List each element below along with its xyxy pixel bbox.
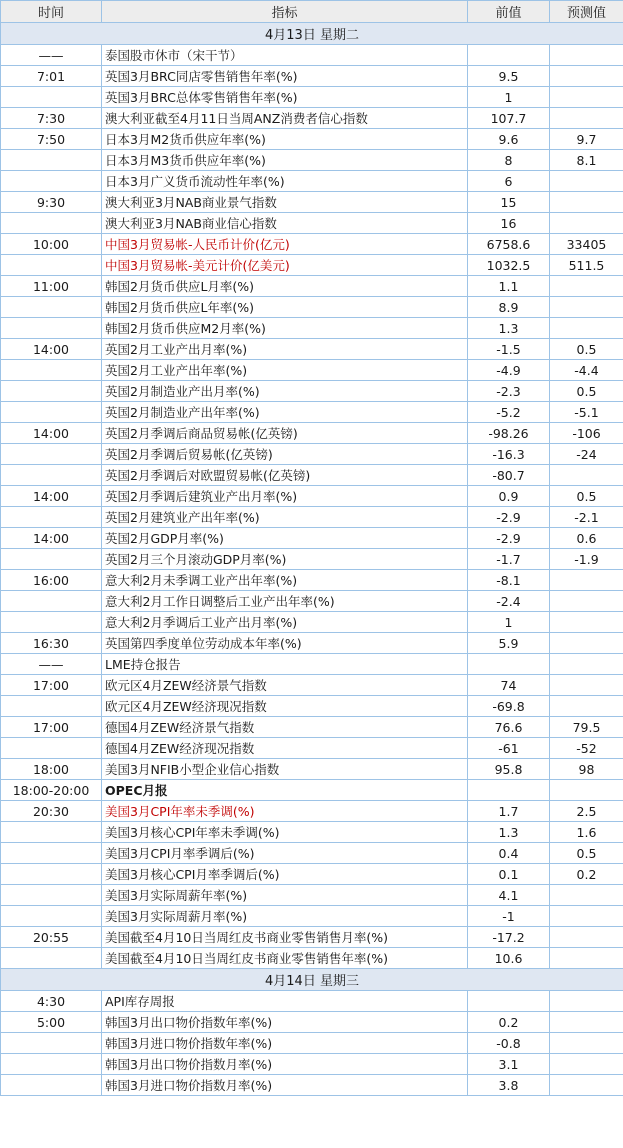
table-row <box>1 570 623 591</box>
table-row <box>1 150 623 171</box>
cell-indicator: 美国截至4月10日当周红皮书商业零售销售月率(%) <box>102 927 468 948</box>
cell-previous: 4.1 <box>468 885 550 906</box>
cell-indicator: 澳大利亚3月NAB商业景气指数 <box>102 192 468 213</box>
cell-time: 7:30 <box>1 108 102 129</box>
cell-previous: -2.9 <box>468 507 550 528</box>
cell-time <box>1 402 102 423</box>
table-row <box>1 297 623 318</box>
cell-time <box>1 906 102 927</box>
cell-time: 20:30 <box>1 801 102 822</box>
cell-forecast <box>550 654 623 675</box>
cell-previous: 0.1 <box>468 864 550 885</box>
cell-previous: -2.4 <box>468 591 550 612</box>
cell-indicator: 意大利2月未季调工业产出年率(%) <box>102 570 468 591</box>
day-header-row <box>1 23 623 45</box>
cell-time <box>1 696 102 717</box>
cell-forecast <box>550 276 623 297</box>
cell-indicator: 英国2月季调后建筑业产出月率(%) <box>102 486 468 507</box>
cell-indicator: 英国2月三个月滚动GDP月率(%) <box>102 549 468 570</box>
header-previous: 前值 <box>468 1 550 23</box>
cell-forecast <box>550 675 623 696</box>
header-indicator: 指标 <box>102 1 468 23</box>
cell-time <box>1 864 102 885</box>
cell-indicator: 日本3月广义货币流动性年率(%) <box>102 171 468 192</box>
cell-indicator: OPEC月报 <box>102 780 468 801</box>
cell-time <box>1 1033 102 1054</box>
cell-time <box>1 885 102 906</box>
cell-forecast <box>550 696 623 717</box>
cell-forecast <box>550 318 623 339</box>
cell-time <box>1 171 102 192</box>
cell-forecast <box>550 87 623 108</box>
cell-previous: 6758.6 <box>468 234 550 255</box>
cell-indicator: 韩国3月出口物价指数月率(%) <box>102 1054 468 1075</box>
cell-indicator: 英国2月工业产出月率(%) <box>102 339 468 360</box>
cell-forecast: 0.6 <box>550 528 623 549</box>
cell-time <box>1 444 102 465</box>
cell-time: 10:00 <box>1 234 102 255</box>
cell-previous: 0.2 <box>468 1012 550 1033</box>
cell-forecast <box>550 1054 623 1075</box>
cell-forecast: 0.2 <box>550 864 623 885</box>
cell-forecast: 79.5 <box>550 717 623 738</box>
table-row <box>1 948 623 969</box>
cell-forecast: 1.6 <box>550 822 623 843</box>
cell-time: 20:55 <box>1 927 102 948</box>
cell-indicator: 英国3月BRC同店零售销售年率(%) <box>102 66 468 87</box>
cell-previous: -8.1 <box>468 570 550 591</box>
cell-forecast <box>550 885 623 906</box>
cell-time: 4:30 <box>1 991 102 1012</box>
table-row <box>1 591 623 612</box>
table-row <box>1 633 623 654</box>
cell-previous: -80.7 <box>468 465 550 486</box>
cell-indicator: 韩国3月出口物价指数年率(%) <box>102 1012 468 1033</box>
cell-forecast <box>550 192 623 213</box>
cell-indicator: 韩国2月货币供应L月率(%) <box>102 276 468 297</box>
cell-indicator: 意大利2月工作日调整后工业产出年率(%) <box>102 591 468 612</box>
table-row <box>1 444 623 465</box>
cell-indicator: 韩国2月货币供应L年率(%) <box>102 297 468 318</box>
cell-indicator: 德国4月ZEW经济景气指数 <box>102 717 468 738</box>
cell-time <box>1 738 102 759</box>
day-header-row <box>1 969 623 991</box>
cell-indicator: LME持仓报告 <box>102 654 468 675</box>
cell-indicator: 澳大利亚3月NAB商业信心指数 <box>102 213 468 234</box>
table-row <box>1 885 623 906</box>
cell-indicator: 英国2月制造业产出月率(%) <box>102 381 468 402</box>
cell-time: 14:00 <box>1 486 102 507</box>
cell-time: —— <box>1 654 102 675</box>
cell-forecast: 0.5 <box>550 381 623 402</box>
cell-previous: 1032.5 <box>468 255 550 276</box>
cell-time: —— <box>1 45 102 66</box>
table-row <box>1 780 623 801</box>
cell-time <box>1 612 102 633</box>
cell-forecast <box>550 906 623 927</box>
table-row <box>1 192 623 213</box>
cell-forecast <box>550 213 623 234</box>
cell-forecast: -24 <box>550 444 623 465</box>
cell-previous: -69.8 <box>468 696 550 717</box>
cell-previous <box>468 991 550 1012</box>
table-row <box>1 759 623 780</box>
cell-previous: 8.9 <box>468 297 550 318</box>
cell-indicator: 意大利2月季调后工业产出月率(%) <box>102 612 468 633</box>
cell-previous: -1.5 <box>468 339 550 360</box>
cell-previous: 5.9 <box>468 633 550 654</box>
table-row <box>1 87 623 108</box>
cell-indicator: 欧元区4月ZEW经济现况指数 <box>102 696 468 717</box>
cell-time: 17:00 <box>1 717 102 738</box>
cell-previous: 1.1 <box>468 276 550 297</box>
cell-forecast <box>550 108 623 129</box>
cell-previous: -4.9 <box>468 360 550 381</box>
cell-time: 18:00-20:00 <box>1 780 102 801</box>
header-row <box>1 1 623 23</box>
table-row <box>1 465 623 486</box>
cell-forecast: 0.5 <box>550 486 623 507</box>
cell-forecast <box>550 780 623 801</box>
cell-previous: 1.3 <box>468 822 550 843</box>
table-row <box>1 696 623 717</box>
table-row <box>1 318 623 339</box>
table-row <box>1 255 623 276</box>
cell-forecast: 0.5 <box>550 339 623 360</box>
cell-forecast <box>550 1033 623 1054</box>
cell-indicator: 英国2月GDP月率(%) <box>102 528 468 549</box>
cell-forecast: -5.1 <box>550 402 623 423</box>
cell-previous: 10.6 <box>468 948 550 969</box>
cell-indicator: 韩国3月进口物价指数年率(%) <box>102 1033 468 1054</box>
cell-previous: -2.3 <box>468 381 550 402</box>
cell-forecast: -4.4 <box>550 360 623 381</box>
cell-forecast <box>550 1012 623 1033</box>
cell-time: 18:00 <box>1 759 102 780</box>
cell-time <box>1 507 102 528</box>
cell-time: 16:30 <box>1 633 102 654</box>
cell-time <box>1 360 102 381</box>
cell-forecast <box>550 591 623 612</box>
table-row <box>1 339 623 360</box>
table-row <box>1 738 623 759</box>
table-row <box>1 1075 623 1096</box>
cell-time <box>1 843 102 864</box>
cell-time <box>1 465 102 486</box>
table-row <box>1 171 623 192</box>
cell-forecast <box>550 45 623 66</box>
cell-previous: 15 <box>468 192 550 213</box>
cell-indicator: 日本3月M3货币供应年率(%) <box>102 150 468 171</box>
cell-time: 7:50 <box>1 129 102 150</box>
cell-time <box>1 381 102 402</box>
cell-forecast: -106 <box>550 423 623 444</box>
cell-indicator: 英国3月BRC总体零售销售年率(%) <box>102 87 468 108</box>
cell-previous: -61 <box>468 738 550 759</box>
cell-indicator: 中国3月贸易帐-美元计价(亿美元) <box>102 255 468 276</box>
cell-time: 5:00 <box>1 1012 102 1033</box>
cell-time <box>1 1054 102 1075</box>
cell-previous: 9.5 <box>468 66 550 87</box>
cell-time <box>1 318 102 339</box>
table-row <box>1 213 623 234</box>
cell-previous: 6 <box>468 171 550 192</box>
table-row <box>1 822 623 843</box>
cell-indicator: 澳大利亚截至4月11日当周ANZ消费者信心指数 <box>102 108 468 129</box>
cell-forecast <box>550 465 623 486</box>
cell-indicator: 英国2月季调后商品贸易帐(亿英镑) <box>102 423 468 444</box>
cell-previous: -1.7 <box>468 549 550 570</box>
cell-indicator: 德国4月ZEW经济现况指数 <box>102 738 468 759</box>
cell-previous: 8 <box>468 150 550 171</box>
cell-indicator: 英国2月建筑业产出年率(%) <box>102 507 468 528</box>
table-row <box>1 864 623 885</box>
cell-previous: 1 <box>468 87 550 108</box>
cell-indicator: 英国2月工业产出年率(%) <box>102 360 468 381</box>
table-row <box>1 1033 623 1054</box>
table-row <box>1 717 623 738</box>
cell-previous: 16 <box>468 213 550 234</box>
cell-indicator: API库存周报 <box>102 991 468 1012</box>
cell-forecast: -2.1 <box>550 507 623 528</box>
cell-forecast <box>550 1075 623 1096</box>
cell-indicator: 美国截至4月10日当周红皮书商业零售销售年率(%) <box>102 948 468 969</box>
cell-indicator: 韩国3月进口物价指数月率(%) <box>102 1075 468 1096</box>
cell-forecast <box>550 171 623 192</box>
table-row <box>1 108 623 129</box>
cell-time <box>1 549 102 570</box>
cell-previous: 1.3 <box>468 318 550 339</box>
table-row <box>1 423 623 444</box>
cell-previous: 107.7 <box>468 108 550 129</box>
cell-time: 16:00 <box>1 570 102 591</box>
cell-indicator: 泰国股市休市（宋干节） <box>102 45 468 66</box>
cell-indicator: 美国3月CPI年率未季调(%) <box>102 801 468 822</box>
cell-forecast <box>550 927 623 948</box>
cell-indicator: 英国2月季调后对欧盟贸易帐(亿英镑) <box>102 465 468 486</box>
cell-time: 14:00 <box>1 339 102 360</box>
table-row <box>1 129 623 150</box>
cell-indicator: 欧元区4月ZEW经济景气指数 <box>102 675 468 696</box>
cell-previous <box>468 780 550 801</box>
table-row <box>1 1054 623 1075</box>
cell-forecast <box>550 570 623 591</box>
cell-forecast: 511.5 <box>550 255 623 276</box>
cell-forecast: 98 <box>550 759 623 780</box>
table-row <box>1 549 623 570</box>
header-time: 时间 <box>1 1 102 23</box>
cell-previous: 0.9 <box>468 486 550 507</box>
table-row <box>1 991 623 1012</box>
cell-previous: 1 <box>468 612 550 633</box>
cell-time: 17:00 <box>1 675 102 696</box>
cell-time: 14:00 <box>1 528 102 549</box>
cell-previous: 0.4 <box>468 843 550 864</box>
cell-forecast <box>550 633 623 654</box>
table-row <box>1 654 623 675</box>
cell-previous: 1.7 <box>468 801 550 822</box>
cell-forecast: 2.5 <box>550 801 623 822</box>
cell-forecast <box>550 991 623 1012</box>
table-row <box>1 360 623 381</box>
cell-previous <box>468 45 550 66</box>
cell-indicator: 英国2月制造业产出年率(%) <box>102 402 468 423</box>
cell-indicator: 中国3月贸易帐-人民币计价(亿元) <box>102 234 468 255</box>
cell-time: 9:30 <box>1 192 102 213</box>
cell-time <box>1 1075 102 1096</box>
cell-forecast: 33405 <box>550 234 623 255</box>
table-row <box>1 276 623 297</box>
cell-previous: -1 <box>468 906 550 927</box>
cell-indicator: 英国第四季度单位劳动成本年率(%) <box>102 633 468 654</box>
cell-forecast: -1.9 <box>550 549 623 570</box>
table-row <box>1 528 623 549</box>
cell-time: 11:00 <box>1 276 102 297</box>
header-forecast: 预测值 <box>550 1 623 23</box>
cell-previous: 74 <box>468 675 550 696</box>
cell-previous: -16.3 <box>468 444 550 465</box>
cell-time <box>1 591 102 612</box>
cell-time <box>1 255 102 276</box>
cell-previous: -0.8 <box>468 1033 550 1054</box>
table-row <box>1 1012 623 1033</box>
cell-previous: 9.6 <box>468 129 550 150</box>
cell-previous: -5.2 <box>468 402 550 423</box>
table-row <box>1 402 623 423</box>
table-row <box>1 381 623 402</box>
cell-time <box>1 297 102 318</box>
table-row <box>1 486 623 507</box>
cell-indicator: 美国3月实际周薪月率(%) <box>102 906 468 927</box>
cell-previous: 95.8 <box>468 759 550 780</box>
cell-time: 14:00 <box>1 423 102 444</box>
table-row <box>1 612 623 633</box>
cell-forecast <box>550 948 623 969</box>
cell-indicator: 美国3月实际周薪年率(%) <box>102 885 468 906</box>
cell-indicator: 英国2月季调后贸易帐(亿英镑) <box>102 444 468 465</box>
cell-time <box>1 150 102 171</box>
table-row <box>1 906 623 927</box>
cell-time: 7:01 <box>1 66 102 87</box>
table-row <box>1 927 623 948</box>
table-row <box>1 507 623 528</box>
cell-previous: -2.9 <box>468 528 550 549</box>
cell-time <box>1 213 102 234</box>
cell-time <box>1 948 102 969</box>
cell-forecast: -52 <box>550 738 623 759</box>
cell-indicator: 美国3月CPI月率季调后(%) <box>102 843 468 864</box>
cell-previous <box>468 654 550 675</box>
cell-previous: -17.2 <box>468 927 550 948</box>
cell-indicator: 美国3月核心CPI年率未季调(%) <box>102 822 468 843</box>
day-title: 4月14日 星期三 <box>1 969 623 991</box>
cell-forecast: 9.7 <box>550 129 623 150</box>
cell-previous: 76.6 <box>468 717 550 738</box>
table-row <box>1 234 623 255</box>
cell-indicator: 日本3月M2货币供应年率(%) <box>102 129 468 150</box>
table-row <box>1 801 623 822</box>
cell-time <box>1 822 102 843</box>
cell-forecast: 0.5 <box>550 843 623 864</box>
cell-forecast <box>550 66 623 87</box>
cell-forecast <box>550 297 623 318</box>
cell-indicator: 美国3月核心CPI月率季调后(%) <box>102 864 468 885</box>
day-title: 4月13日 星期二 <box>1 23 623 45</box>
cell-previous: 3.1 <box>468 1054 550 1075</box>
table-row <box>1 45 623 66</box>
cell-indicator: 美国3月NFIB小型企业信心指数 <box>102 759 468 780</box>
table-row <box>1 843 623 864</box>
cell-forecast <box>550 612 623 633</box>
table-row <box>1 66 623 87</box>
calendar-body <box>1 23 623 1096</box>
cell-forecast: 8.1 <box>550 150 623 171</box>
cell-time <box>1 87 102 108</box>
cell-previous: 3.8 <box>468 1075 550 1096</box>
table-row <box>1 675 623 696</box>
cell-previous: -98.26 <box>468 423 550 444</box>
cell-indicator: 韩国2月货币供应M2月率(%) <box>102 318 468 339</box>
